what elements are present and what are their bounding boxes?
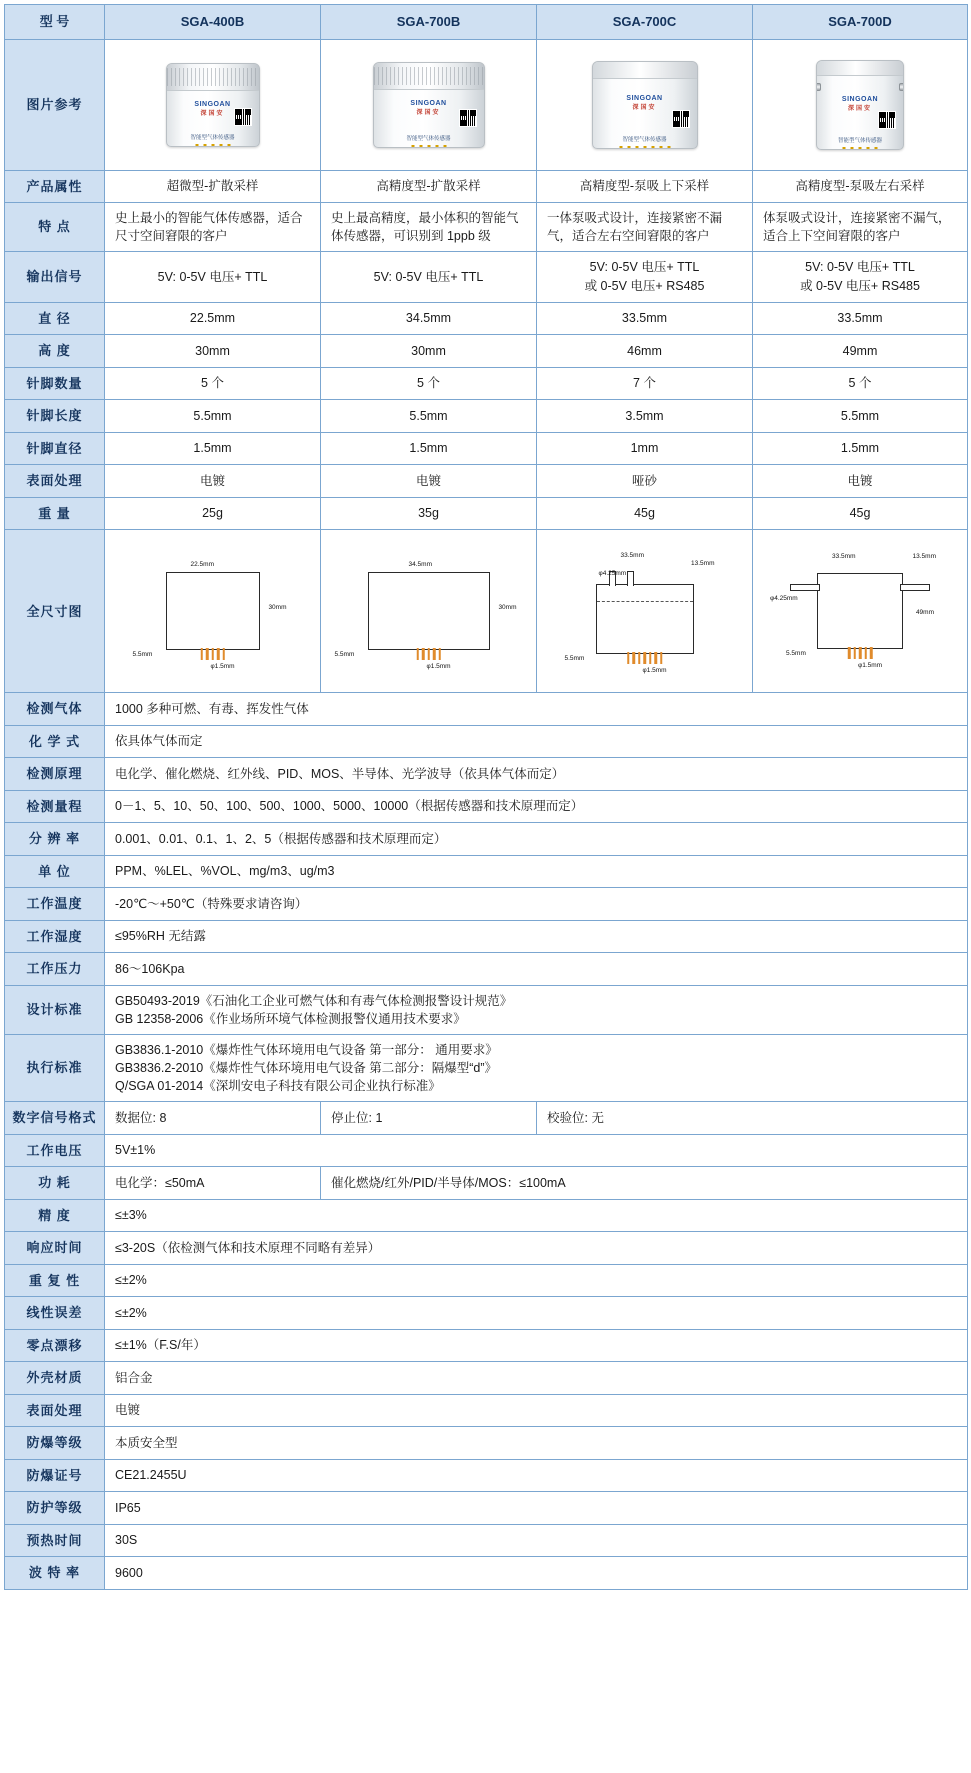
row-label-surface: 表面处理 [5,465,105,498]
table-row-model [5,5,968,40]
exec-standard-line-0: GB3836.1-2010《爆炸性气体环境用电气设备 第一部分： 通用要求》 [115,1043,498,1057]
table-row-spec [5,953,968,986]
dim-pinlen-1: 5.5mm [334,650,355,658]
dimension-drawing-0 [105,530,321,693]
pin-diameter-0: 1.5mm [105,432,321,465]
dim-nozzle-3: φ4.25mm [770,595,798,603]
dim-pindia-2: φ1.5mm [642,666,667,674]
digital-data-bits: 数据位: 8 [105,1102,321,1135]
dim-width-0: 22.5mm [190,561,214,569]
row-label-principle: 检测原理 [5,758,105,791]
brand-en: SINGOAN [410,99,447,107]
row-label-accuracy: 精 度 [5,1199,105,1232]
table-row-spec [5,1199,968,1232]
surface-0: 电镀 [105,465,321,498]
height-1: 30mm [321,335,537,368]
outlet-nozzle-icon [900,584,930,591]
output-3-line1: 5V: 0-5V 电压+ TTL [805,260,915,275]
feature-0: 史上最小的智能气体传感器，适合尺寸空间窘限的客户 [105,203,321,252]
digital-stop-bits: 停止位: 1 [321,1102,537,1135]
row-label-pin-diameter: 针脚直径 [5,432,105,465]
row-label-consumption: 功 耗 [5,1167,105,1200]
spec-value-pressure: 86～106Kpa [105,953,968,986]
pins-icon [848,647,873,659]
dimension-drawing-3 [753,530,968,693]
row-label-pin-count: 针脚数量 [5,367,105,400]
brand-cn: 深国安 [632,105,657,111]
row-label-unit: 单 位 [5,855,105,888]
row-label-surface-treatment: 表面处理 [5,1394,105,1427]
table-row-pin-diameter [5,432,968,465]
qr-code-icon [672,110,690,128]
spec-value-response-time: ≤3-20S（依检测气体和技术原理不同略有差异） [105,1232,968,1265]
row-label-range: 检测量程 [5,790,105,823]
table-row-spec [5,1362,968,1395]
table-row-height [5,335,968,368]
row-label-humidity: 工作湿度 [5,920,105,953]
pins-icon [411,145,446,148]
row-label-design-standard: 设计标准 [5,985,105,1034]
product-spec-table [4,4,968,1590]
brand-cn: 深国安 [847,106,872,112]
table-row-spec [5,1524,968,1557]
table-row-spec [5,693,968,726]
table-row-spec [5,1394,968,1427]
pin-length-3: 5.5mm [753,400,968,433]
height-3: 49mm [753,335,968,368]
model-header-2: SGA-700C [537,5,753,40]
table-row-spec [5,1557,968,1590]
exec-standard-line-2: Q/SGA 01-2014《深圳安电子科技有限公司企业执行标准》 [115,1079,441,1094]
table-row-spec [5,888,968,921]
row-label-dimension: 全尺寸图 [5,530,105,693]
diameter-3: 33.5mm [753,302,968,335]
table-row-digital-format [5,1102,968,1135]
table-row-exec-standard [5,1035,968,1102]
table-row-feature [5,203,968,252]
voltage-value: 5V±1% [105,1134,968,1167]
dim-width-3: 33.5mm [832,553,856,561]
dim-side-3: 13.5mm [912,553,936,561]
dim-height-2: 13.5mm [691,560,715,568]
exec-standard-value [105,1035,968,1102]
attribute-3: 高精度型-泵吸左右采样 [753,170,968,203]
row-label-protection-grade: 防护等级 [5,1492,105,1525]
spec-value-accuracy: ≤±3% [105,1199,968,1232]
dim-pindia-3: φ1.5mm [858,661,883,669]
row-label-attribute: 产品属性 [5,170,105,203]
pins-icon [843,147,878,150]
table-row-attribute [5,170,968,203]
attribute-2: 高精度型-泵吸上下采样 [537,170,753,203]
row-label-pin-length: 针脚长度 [5,400,105,433]
table-row-output [5,252,968,303]
pin-count-3: 5 个 [753,367,968,400]
row-label-feature: 特 点 [5,203,105,252]
pins-icon [619,146,670,149]
weight-2: 45g [537,497,753,530]
output-2-line2: 或 0-5V 电压+ RS485 [584,279,705,293]
outlet-nozzle-icon [627,571,634,586]
table-row-voltage [5,1134,968,1167]
table-row-spec [5,1297,968,1330]
pin-diameter-3: 1.5mm [753,432,968,465]
row-label-height: 高 度 [5,335,105,368]
brand-en: SINGOAN [626,94,663,102]
photo-caption: 智能型气体传感器 [622,137,667,144]
row-label-temperature: 工作温度 [5,888,105,921]
inlet-nozzle-icon [790,584,820,591]
feature-2: 一体泵吸式设计，连接紧密不漏气，适合左右空间窘限的客户 [537,203,753,252]
row-label-linearity: 线性误差 [5,1297,105,1330]
table-row-spec [5,725,968,758]
table-row-spec [5,920,968,953]
row-label-image: 图片参考 [5,39,105,170]
table-row-image [5,39,968,170]
pins-icon [416,648,441,660]
table-row-spec [5,790,968,823]
table-row-spec [5,823,968,856]
table-row-diameter [5,302,968,335]
table-row-spec [5,758,968,791]
row-label-weight: 重 量 [5,497,105,530]
dim-width-1: 34.5mm [408,561,432,569]
pin-length-1: 5.5mm [321,400,537,433]
dim-height-3: 49mm [915,609,934,617]
pins-icon [200,648,225,660]
consumption-part1: 电化学：≤50mA [105,1167,321,1200]
feature-3: 体泵吸式设计，连接紧密不漏气，适合上下空间窘限的客户 [753,203,968,252]
attribute-1: 高精度型-扩散采样 [321,170,537,203]
attribute-0: 超微型-扩散采样 [105,170,321,203]
photo-caption: 智能型气体传感器 [837,138,882,145]
diameter-0: 22.5mm [105,302,321,335]
sensor-photo-sga700d [753,39,968,170]
row-label-response-time: 响应时间 [5,1232,105,1265]
pin-diameter-1: 1.5mm [321,432,537,465]
model-header-1: SGA-700B [321,5,537,40]
surface-1: 电镀 [321,465,537,498]
dim-pinlen-3: 5.5mm [786,649,806,657]
dim-pinlen-0: 5.5mm [132,650,153,658]
row-label-voltage: 工作电压 [5,1134,105,1167]
pin-count-2: 7 个 [537,367,753,400]
table-row-pin-count [5,367,968,400]
table-row-design-standard [5,985,968,1034]
output-3 [753,252,968,303]
output-3-line2: 或 0-5V 电压+ RS485 [800,279,920,293]
qr-code-icon [459,109,477,127]
spec-value-warmup-time: 30S [105,1524,968,1557]
row-label-baud-rate: 波 特 率 [5,1557,105,1590]
dim-width-2: 33.5mm [620,552,644,560]
weight-0: 25g [105,497,321,530]
diameter-1: 34.5mm [321,302,537,335]
height-0: 30mm [105,335,321,368]
dimension-drawing-1 [321,530,537,693]
table-row-pin-length [5,400,968,433]
row-label-repeatability: 重 复 性 [5,1264,105,1297]
model-header-3: SGA-700D [753,5,968,40]
brand-cn: 深国安 [416,110,441,116]
table-row-dimension-drawing [5,530,968,693]
row-label-digital-format: 数字信号格式 [5,1102,105,1135]
table-row-spec [5,1232,968,1265]
row-label-warmup-time: 预热时间 [5,1524,105,1557]
spec-value-zero-drift: ≤±1%（F.S/年） [105,1329,968,1362]
dim-height-1: 30mm [498,604,517,612]
table-row-spec [5,1264,968,1297]
output-2-line1: 5V: 0-5V 电压+ TTL [589,260,700,275]
surface-2: 哑砂 [537,465,753,498]
model-header-0: SGA-400B [105,5,321,40]
output-0: 5V: 0-5V 电压+ TTL [105,252,321,303]
digital-parity: 校验位: 无 [537,1102,968,1135]
row-label-formula: 化 学 式 [5,725,105,758]
outlet-tube-icon [899,83,904,91]
photo-caption: 智能型气体传感器 [406,136,451,143]
spec-value-gas: 1000 多种可燃、有毒、挥发性气体 [105,693,968,726]
table-row-spec [5,1492,968,1525]
weight-1: 35g [321,497,537,530]
row-label-gas: 检测气体 [5,693,105,726]
feature-1: 史上最高精度，最小体积的智能气体传感器，可识别到 1ppb 级 [321,203,537,252]
spec-value-explosion-grade: 本质安全型 [105,1427,968,1460]
dim-height-0: 30mm [268,604,287,612]
spec-value-shell-material: 铝合金 [105,1362,968,1395]
row-label-explosion-grade: 防爆等级 [5,1427,105,1460]
pins-icon [195,144,230,147]
spec-value-temperature: -20℃～+50℃（特殊要求请咨询） [105,888,968,921]
table-row-spec [5,1329,968,1362]
row-label-shell-material: 外壳材质 [5,1362,105,1395]
brand-cn: 深国安 [200,111,225,117]
spec-value-baud-rate: 9600 [105,1557,968,1590]
brand-en: SINGOAN [194,100,231,108]
output-1: 5V: 0-5V 电压+ TTL [321,252,537,303]
qr-code-icon [878,111,896,129]
spec-value-protection-grade: IP65 [105,1492,968,1525]
spec-value-principle: 电化学、催化燃烧、红外线、PID、MOS、半导体、光学波导（依具体气体而定） [105,758,968,791]
pin-count-1: 5 个 [321,367,537,400]
spec-value-range: 0－1、5、10、50、100、500、1000、5000、10000（根据传感器和技术原理而定） [105,790,968,823]
spec-value-humidity: ≤95%RH 无结露 [105,920,968,953]
height-2: 46mm [537,335,753,368]
pin-count-0: 5 个 [105,367,321,400]
weight-3: 45g [753,497,968,530]
row-label-output: 输出信号 [5,252,105,303]
consumption-part2: 催化燃烧/红外/PID/半导体/MOS：≤100mA [321,1167,968,1200]
spec-value-explosion-cert: CE21.2455U [105,1459,968,1492]
pin-length-0: 5.5mm [105,400,321,433]
photo-caption: 智能型气体传感器 [190,135,235,142]
design-standard-line-1: GB 12358-2006《作业场所环境气体检测报警仪通用技术要求》 [115,1011,466,1026]
sensor-photo-sga700b [321,39,537,170]
table-row-surface [5,465,968,498]
inlet-tube-icon [816,83,821,91]
design-standard-value [105,985,968,1034]
row-label-explosion-cert: 防爆证号 [5,1459,105,1492]
output-2 [537,252,753,303]
table-row-spec [5,1459,968,1492]
dim-pindia-0: φ1.5mm [210,662,235,670]
spec-value-resolution: 0.001、0.01、0.1、1、2、5（根据传感器和技术原理而定） [105,823,968,856]
row-label-model: 型 号 [5,5,105,40]
spec-value-repeatability: ≤±2% [105,1264,968,1297]
sensor-photo-sga400b [105,39,321,170]
spec-value-linearity: ≤±2% [105,1297,968,1330]
dimension-drawing-2 [537,530,753,693]
table-row-spec [5,1427,968,1460]
sensor-photo-sga700c [537,39,753,170]
qr-code-icon [234,108,252,126]
spec-value-formula: 依具体气体而定 [105,725,968,758]
table-row-consumption [5,1167,968,1200]
row-label-diameter: 直 径 [5,302,105,335]
spec-value-unit: PPM、%LEL、%VOL、mg/m3、ug/m3 [105,855,968,888]
table-row-spec [5,855,968,888]
row-label-exec-standard: 执行标准 [5,1035,105,1102]
row-label-pressure: 工作压力 [5,953,105,986]
exec-standard-line-1: GB3836.2-2010《爆炸性气体环境用电气设备 第二部分：隔爆型“d”》 [115,1061,498,1076]
pins-icon [627,652,663,664]
diameter-2: 33.5mm [537,302,753,335]
row-label-resolution: 分 辨 率 [5,823,105,856]
surface-3: 电镀 [753,465,968,498]
dim-pindia-1: φ1.5mm [426,662,451,670]
row-label-zero-drift: 零点漂移 [5,1329,105,1362]
pin-length-2: 3.5mm [537,400,753,433]
table-row-weight [5,497,968,530]
brand-en: SINGOAN [841,95,879,103]
spec-value-surface-treatment: 电镀 [105,1394,968,1427]
dim-pinlen-2: 5.5mm [564,654,585,662]
design-standard-line-0: GB50493-2019《石油化工企业可燃气体和有毒气体检测报警设计规范》 [115,993,513,1008]
dim-nozzle-2: φ4.25mm [598,570,627,578]
pin-diameter-2: 1mm [537,432,753,465]
